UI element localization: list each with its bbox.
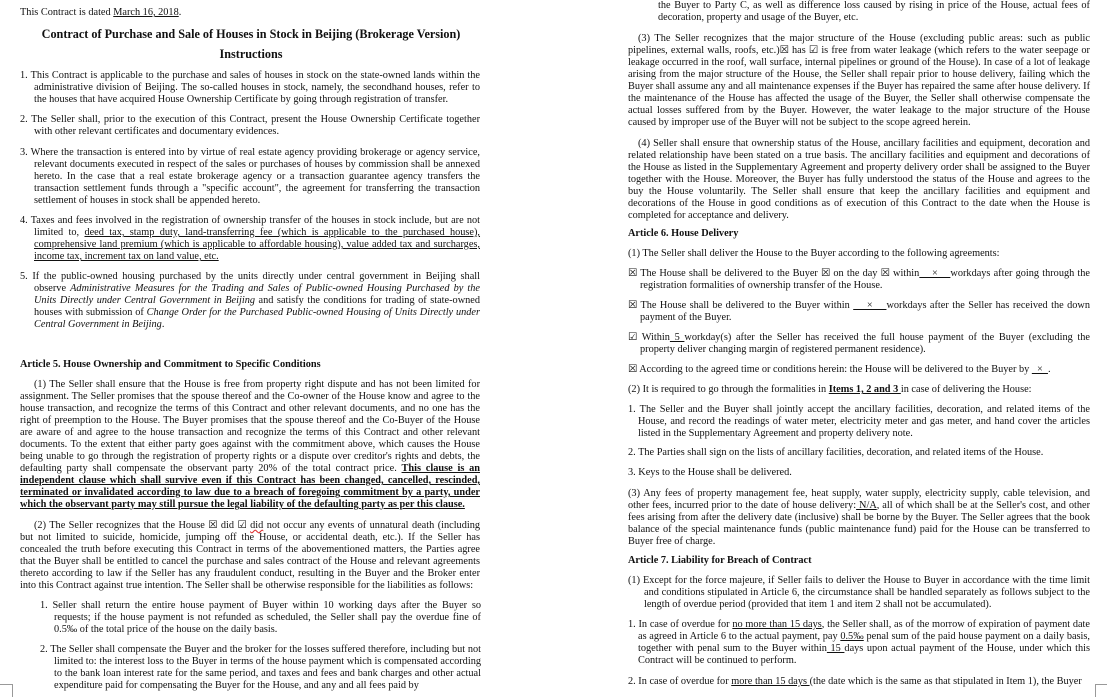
underlined-text: This clause is an independent clause which shall survive even if this Contract has been changed, cancelled, rescinded, terminated or invalidated according to law due to a breach of foregoing commitment by a party, under which the observant party may still pursue the legal liability of the defaulting party as per this clause. [20, 463, 480, 510]
text-segment: . [178, 7, 182, 18]
text-segment: 1. Seller shall return the entire house payment of Buyer within 10 working days after the Buyer so requests; if the house payment is not refunded as scheduled, the Seller shall pay the overdue fine of 0.5‰ of the total price of the house on the daily basis. [40, 600, 481, 635]
paragraph-art5-2 [20, 520, 480, 592]
text-segment: (1) Except for the force majeure, if Seller fails to deliver the House to Buyer in accordance with the time limit and conditions stipulated in Article 6, the circumstance shall be handled separately as follows subject to the length of overdue period (provided that item 1 and item 2 shall not be accumulated). [628, 575, 1090, 610]
text-segment: 4. Taxes and fees involved in the registration of ownership transfer of the houses in stock include, but are not limited to, [20, 215, 480, 238]
paragraph-art6 [628, 228, 1090, 240]
text-segment: and satisfy the conditions for trading of state-owned houses with submission of [34, 295, 480, 318]
paragraph-art7 [628, 555, 1090, 567]
paragraph-art6-1 [628, 248, 1090, 260]
text-segment: the Buyer to Party C, as well as difference loss caused by rising in price of the House, actual fees of decoration, property and usage of the Buyer, etc. [658, 0, 1090, 23]
underlined-text: 5 [669, 332, 685, 343]
italic-text: Administrative Measures for the Trading and Sales of Public-owned Housing Purchased by the Units Directly under Central Government in Beijing [34, 283, 480, 306]
text-segment: 3. Keys to the House shall be delivered. [628, 467, 792, 478]
paragraph-art5-2-2 [40, 644, 481, 692]
paragraph-instr-5 [20, 271, 480, 331]
text-segment: 2. The Seller shall, prior to the execution of this Contract, present the House Ownership Certificate together with other relevant certificates and documentary evidences. [20, 114, 480, 137]
text-segment: (3) The Seller recognizes that the major structure of the House (excluding public areas: such as public pipelines, external walls, roofs, etc.)☒ has ☑ is free from water leakage (which refers to the water seepage or leakage occurred in the roof, wall surface, internal pipelines or ground of the House). In case of a lot of leakage arising from the major structure of the House, the Seller shall repair prior to house delivery, failing which the Buyer shall assume any and all maintenance expenses if the Buyer has repaired the same after house delivery. If the maintenance of the House has affected the usage of the Buyer, the Seller shall otherwise compensate the actual losses suffered from by the Buyer. However, the water leakage to the major structure of the House caused by improper use of the Buyer will not be subject to the scope agreed herein. [628, 33, 1090, 128]
underlined-text: 15 [826, 643, 845, 654]
text-segment: , the Seller shall, as of the morrow of expiration of payment date as agreed in Article 6 to the actual payment, pay [638, 619, 1090, 642]
text-segment: Article 5. House Ownership and Commitment to Specific Conditions [20, 359, 321, 370]
underlined-text: more than 15 days [731, 676, 810, 687]
text-segment: 1. In case of overdue for [628, 619, 733, 630]
paragraph-instr-1 [20, 70, 480, 106]
underlined-text: no more than 15 days [732, 619, 822, 630]
paragraph-art6-1-c [628, 332, 1091, 356]
text-segment: workdays after the Seller has received the down payment of the Buyer. [640, 300, 1091, 323]
text-segment: not occur any events of unnatural death (including but not limited to suicide, homicide, jumping off the House, or accidental death, etc.). If the Seller has concealed the truth before executing this Contract in terms of the abovementioned matters, the Parties agree that the Buyer shall be entitled to cancel the purchase and sales contract of the House and relevant agreements thereto according to law if the Seller has any fraudulent conduct, resulting in the Buyer and the Broker enter into this Contract against true intention. The Seller shall be otherwise responsible for the liabilities as follows: [20, 520, 481, 591]
paragraph-art6-1-b [628, 300, 1091, 324]
paragraph-date [20, 7, 480, 19]
text-segment: ☒ The House shall be delivered to the Buyer within [628, 300, 854, 311]
text-segment: Article 6. House Delivery [628, 228, 739, 239]
text-segment: (4) Seller shall ensure that ownership status of the House, ancillary facilities and equipment, decoration and related relationship have been stated on a true basis. The ancillary facilities and equipment and decorations of the House as listed in the Supplementary Agreement and property delivery order shall be assigned to the Buyer together with the House. Moreover, the Buyer has fully understood the status of the House and agrees to the buy the House voluntarily. The Seller shall ensure that keep the ancillary facilities and equipment and decorations of the House in good conditions as of execution of this Contract to the date when the House is completed for acceptance and delivery. [628, 138, 1090, 221]
text-segment: in case of delivering the House: [900, 384, 1032, 395]
paragraph-instr-2 [20, 114, 480, 138]
paragraph-art5 [20, 359, 480, 371]
text-segment: did [250, 520, 264, 531]
paragraph-art6-2-2 [628, 447, 1090, 459]
paragraph-art6-2-1 [628, 404, 1090, 440]
text-segment: workdays after going through the registration formalities of ownership transfer of the House. [640, 268, 1090, 291]
text-segment: . [161, 319, 165, 330]
text-segment: (2) It is required to go through the formalities in [628, 384, 829, 395]
text-segment: , all of which shall be at the Seller's cost, and other fees arising from after the delivery date (inclusive) shall be borne by the Buyer. The Seller agrees that the book balance of the special maintenance funds (public maintenance fund) paid for the House can be transferred to Buyer free of charge. [628, 500, 1091, 547]
text-segment: 3. Where the transaction is entered into by virtue of real estate agency providing brokerage or agency service, relevant documents executed in respect of the sales or purchases of houses by commission shall be annexed hereto. In the case that a real estate brokerage agency or a transaction guarantee agency transfers the transaction settlement funds through a "specific account", the agreement for transferring the transaction settlement of houses in stock shall be appended hereto. [20, 147, 480, 206]
text-segment: ☑ Within [628, 332, 670, 343]
paragraph-art6-1-d [628, 364, 1090, 376]
paragraph-instr-3 [20, 147, 480, 207]
text-segment: 2. The Parties shall sign on the lists of ancillary facilities, decoration, and related items of the House. [628, 447, 1044, 458]
text-segment: 1. The Seller and the Buyer shall jointly accept the ancillary facilities, decoration, and related items of the House, and record the readings of water meter, electricity meter and gas meter, and hand cover the articles listed in the Supplementary Agreement and property delivery note. [628, 404, 1090, 439]
text-segment: (2) The Seller recognizes that the House ☒ did ☑ [34, 520, 251, 531]
paragraph-art7-1-1 [628, 619, 1090, 667]
underlined-text: deed tax, stamp duty, land-transferring fee (which is applicable to the purchased house), comprehensive land premium (which is applicable to affordable housing), value added tax and surcharges, income tax, increment tax on land value, etc. [34, 227, 481, 262]
underlined-text: × [919, 268, 951, 279]
text-segment: 2. The Seller shall compensate the Buyer and the broker for the losses suffered therefore, including but not limited to: the interest loss to the Buyer in terms of the house payment which is compensated according to the bank loan interest rate for the same period, and taxes and fees and bank charges and other actual expenditure paid for compensating the Buyer for the House, and any and all fees paid by [40, 644, 481, 691]
paragraph-art6-2 [628, 384, 1090, 396]
paragraph-art6-2-3 [628, 467, 1090, 479]
text-segment: days upon actual payment of the House, under which this Contract will be continued to perform. [638, 643, 1090, 666]
paragraph-art6-1-a [628, 268, 1090, 292]
underlined-text: March 16, 2018 [113, 7, 179, 18]
paragraph-art5-2-1 [40, 600, 481, 636]
text-segment: ☒ According to the agreed time or conditions herein: the House will be delivered to the Buyer by [628, 364, 1032, 375]
text-segment: This Contract is dated [20, 7, 114, 18]
text-segment: 2. In case of overdue for [628, 676, 732, 687]
text-segment: (1) The Seller shall ensure that the House is free from property right dispute and has not been limited for assignment. The Seller promises that the spouse thereof and the Co-owner of the House know and agree to the house transaction, and recognize the terms of this Contract and other relevant documents, and no one has the right of preemption to the House. The Buyer promises that the spouse thereof and the Co-Buyer of the House are aware of and agree to the house transaction and recognize the terms of this Contract and other relevant documents. To the extent that either party goes against with the commitment above, which causes the House being unable to go through the registration of property rights or a dispute over creditor's rights and debts, the defaulting party shall compensate the observant party 20% of the total contract price. [20, 379, 480, 474]
underlined-text: × [1031, 364, 1048, 375]
page-corner-mark [0, 684, 13, 697]
text-segment: penal sum of the paid house payment on a daily basis, together with penal sum to the Buyer within [638, 631, 1090, 654]
paragraph-art7-1 [628, 575, 1090, 611]
text-segment: 5. If the public-owned housing purchased by the units directly under central government in Beijing shall observe [20, 271, 480, 294]
text-segment: (3) Any fees of property management fee, heat supply, water supply, electricity supply, cable television, and other fees, incurred prior to the date of house delivery: [628, 488, 1090, 511]
text-segment: (1) The Seller shall deliver the House to the Buyer according to the following agreements: [628, 248, 1000, 259]
underlined-text: N/A [856, 500, 877, 511]
text-segment: 1. This Contract is applicable to the purchase and sales of houses in stock on the state-owned lands within the administrative division of Beijing. The so-called houses in stock, namely, the secondhand houses, refer to the houses that have acquired House Ownership Certificate by going through registration of transfer. [20, 70, 480, 105]
text-segment: (the date which is the same as that stipulated in Item 1), the Buyer [809, 676, 1082, 687]
underlined-text: Items 1, 2 and 3 [828, 384, 901, 395]
text-segment: ☒ The House shall be delivered to the Buyer ☒ on the day ☒ within [628, 268, 920, 279]
text-segment: Article 7. Liability for Breach of Contract [628, 555, 812, 566]
paragraph-art5-4 [628, 138, 1090, 222]
page-corner-mark [1095, 684, 1107, 697]
document-title: Contract of Purchase and Sale of Houses in Stock in Beijing (Brokerage Version) [41, 27, 461, 41]
text-segment: . [1047, 364, 1051, 375]
paragraph-art6-3 [628, 488, 1090, 548]
paragraph-art5-1 [20, 379, 480, 511]
text-segment: workday(s) after the Seller has received the full house payment of the Buyer (excluding the property deliver changing margin of registered permanent residence). [640, 332, 1091, 355]
underlined-text: 0.5‰ [840, 631, 864, 642]
italic-text: Change Order for the Purchased Public-owned Housing of Units Directly under Central Government in Beijing [34, 307, 480, 330]
paragraph-art7-1-2 [628, 676, 1090, 688]
paragraph-art5-2-2-cont [658, 0, 1090, 24]
underlined-text: × [853, 300, 887, 311]
paragraph-instr-4 [20, 215, 481, 263]
instructions-heading: Instructions [219, 47, 283, 61]
paragraph-art5-3 [628, 33, 1090, 129]
